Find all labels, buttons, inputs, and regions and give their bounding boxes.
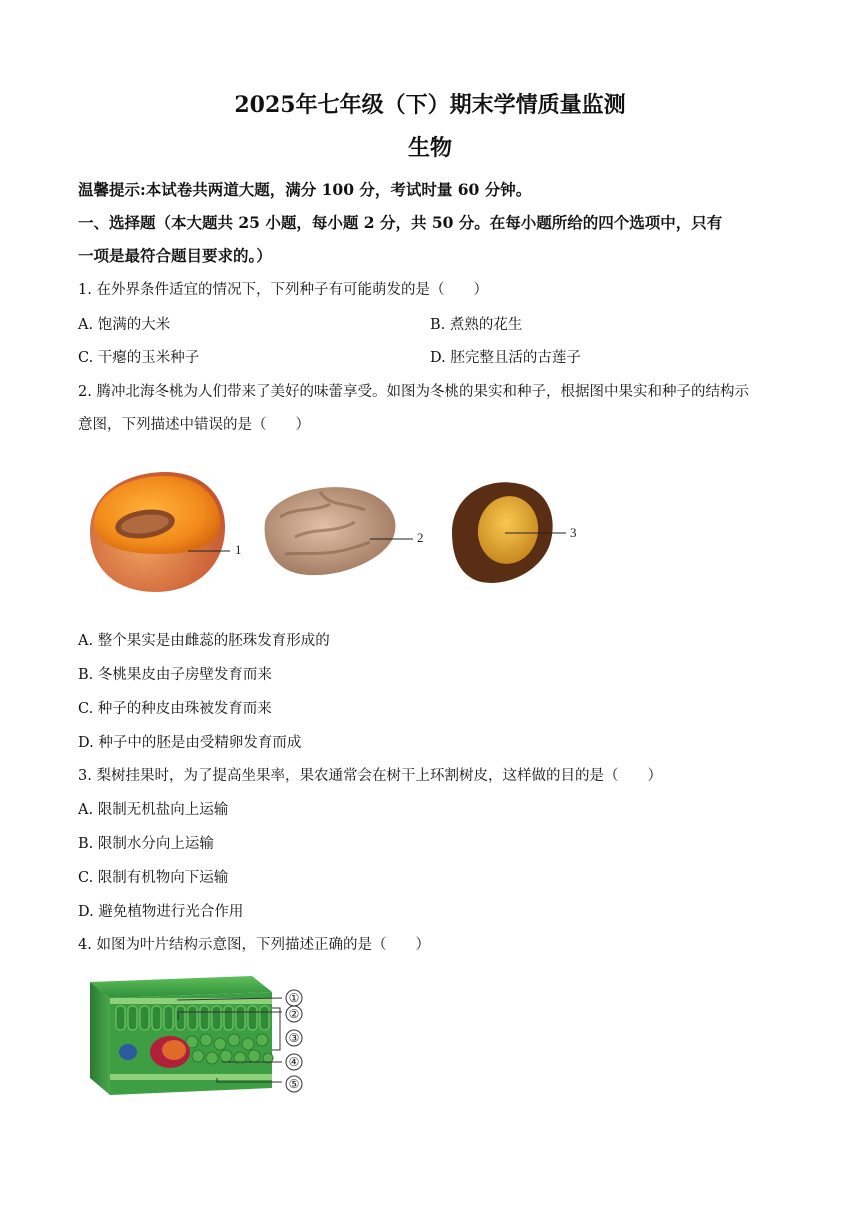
q1-option-a: A. 饱满的大米 [78, 317, 171, 333]
leaf-cross-section-image [90, 976, 273, 1095]
fig-label-3: 3 [570, 525, 577, 540]
peach-fruit-seed-figure [80, 462, 600, 592]
fig-label-2: 2 [417, 530, 424, 545]
q1-option-c: C. 干瘪的玉米种子 [78, 350, 200, 366]
leaf-label-1: ① [288, 991, 300, 1005]
peach-stone-image [265, 487, 424, 575]
fig-label-1: 1 [235, 542, 242, 557]
leaf-label-4: ④ [288, 1055, 300, 1069]
q2-option-a: A. 整个果实是由雌蕊的胚珠发育形成的 [78, 633, 330, 649]
leaf-structure-figure [82, 970, 322, 1105]
peach-seed-image [452, 482, 577, 583]
q3-option-d: D. 避免植物进行光合作用 [78, 904, 244, 920]
leaf-label-2: ② [288, 1007, 300, 1021]
exam-tip: 温馨提示:本试卷共两道大题，满分 100 分，考试时量 60 分钟。 [78, 180, 532, 199]
section-heading-line2: 一项是最符合题目要求的。） [78, 246, 272, 265]
leaf-label-3: ③ [288, 1031, 300, 1045]
q1-option-d: D. 胚完整且活的古莲子 [430, 350, 581, 366]
q2-option-b: B. 冬桃果皮由子房壁发育而来 [78, 667, 272, 683]
leaf-label-5: ⑤ [288, 1077, 300, 1091]
peach-half-image [90, 472, 242, 592]
q3-option-a: A. 限制无机盐向上运输 [78, 802, 229, 818]
q2-option-d: D. 种子中的胚是由受精卵发育而成 [78, 735, 302, 751]
q3-option-c: C. 限制有机物向下运输 [78, 870, 229, 886]
q4-stem: 4. 如图为叶片结构示意图，下列描述正确的是（ ） [78, 937, 430, 953]
subject-title: 生物 [407, 135, 452, 161]
q2-stem-line2: 意图，下列描述中错误的是（ ） [78, 417, 310, 433]
q3-option-b: B. 限制水分向上运输 [78, 836, 214, 852]
q2-option-c: C. 种子的种皮由珠被发育而来 [78, 701, 272, 717]
q3-stem: 3. 梨树挂果时，为了提高坐果率，果农通常会在树干上环割树皮，这样做的目的是（ ） [78, 768, 662, 784]
q1-stem: 1. 在外界条件适宜的情况下，下列种子有可能萌发的是（ ） [78, 282, 488, 298]
q1-option-b: B. 煮熟的花生 [430, 317, 523, 333]
q2-stem-line1: 2. 腾冲北海冬桃为人们带来了美好的味蕾享受。如图为冬桃的果实和种子，根据图中果实和种子的结构示 [78, 384, 749, 400]
section-heading-line1: 一、选择题（本大题共 25 小题，每小题 2 分，共 50 分。在每小题所给的四个选项中，只有 [78, 213, 723, 232]
page-title: 2025年七年级（下）期末学情质量监测 [234, 92, 626, 118]
